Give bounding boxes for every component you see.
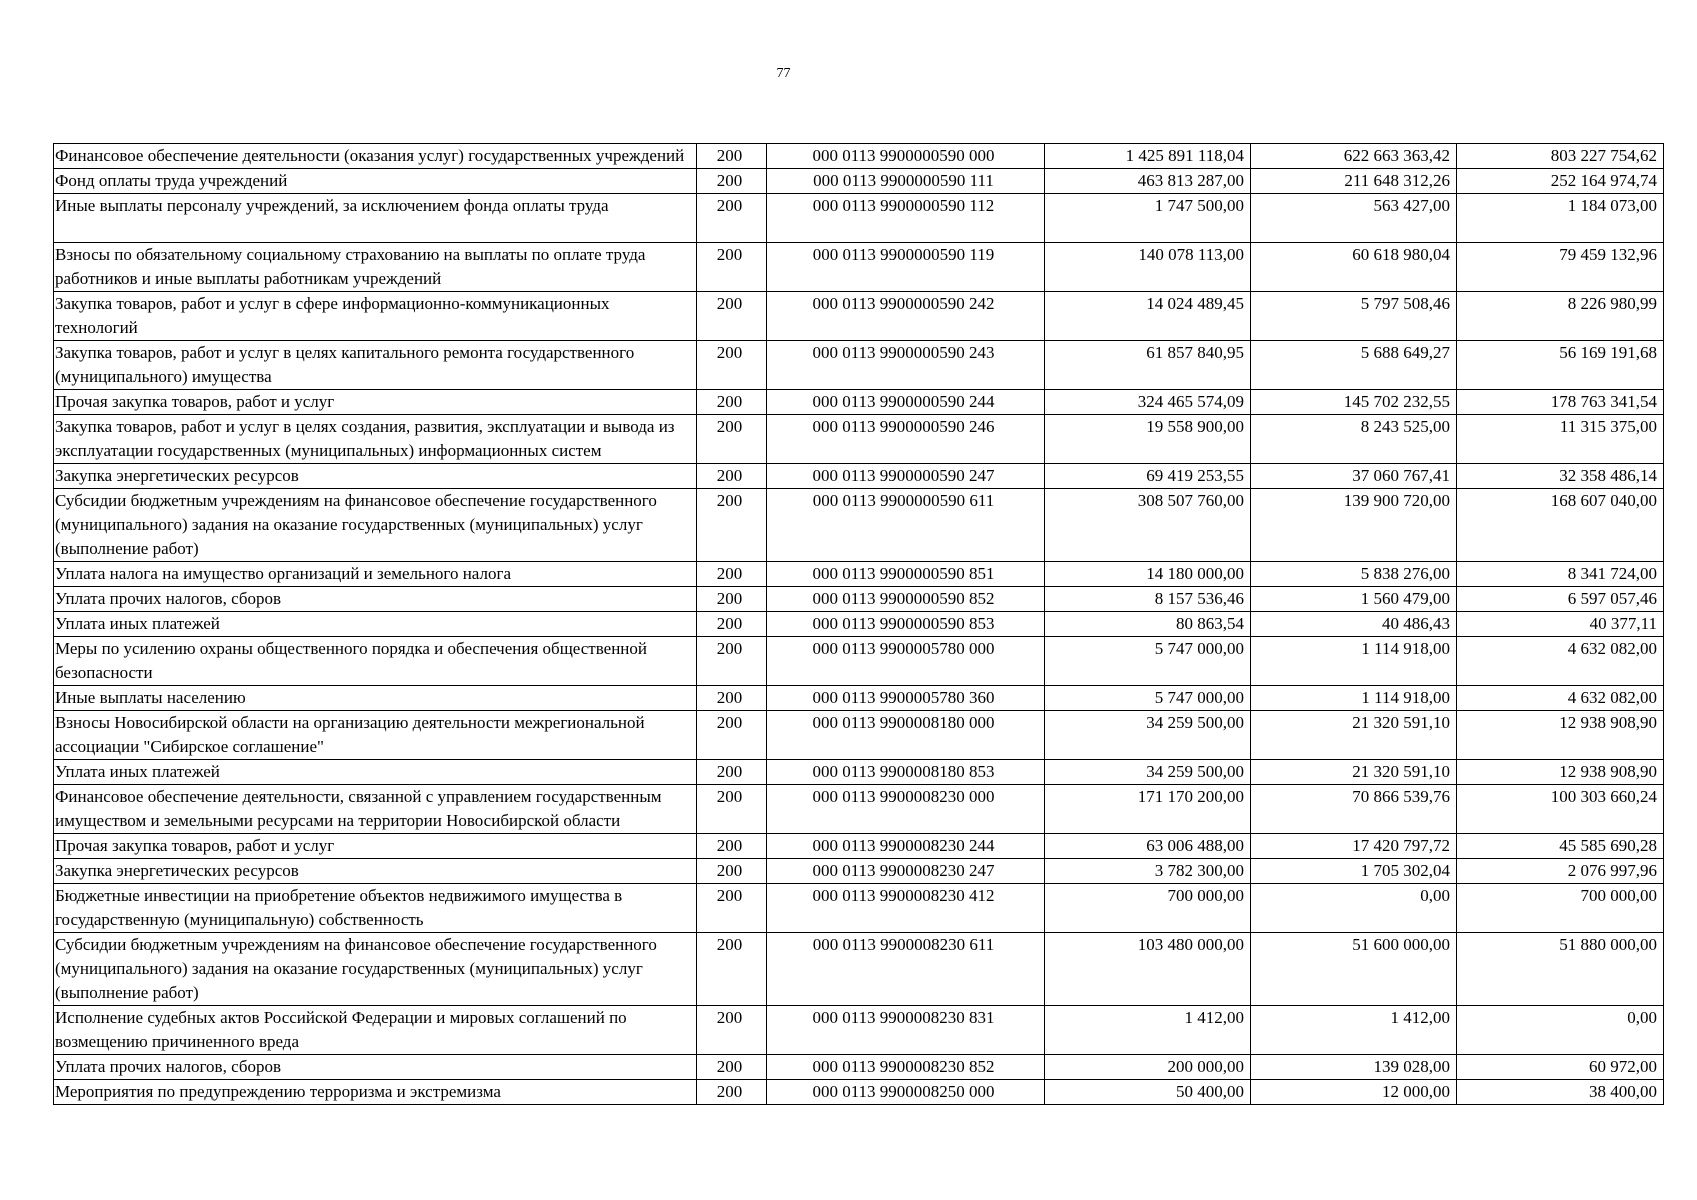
row-name-cell: Уплата прочих налогов, сборов — [54, 587, 697, 612]
table-row — [54, 859, 1664, 884]
table-row — [54, 243, 1664, 292]
row-executed-cell: 21 320 591,10 — [1251, 760, 1457, 785]
row-name-cell: Закупка товаров, работ и услуг в целях капитального ремонта государственного (муниципального) имущества — [54, 341, 697, 390]
table-row — [54, 390, 1664, 415]
row-code-cell: 200 — [697, 243, 767, 292]
row-executed-cell: 211 648 312,26 — [1251, 169, 1457, 194]
row-name-cell: Закупка товаров, работ и услуг в целях создания, развития, эксплуатации и вывода из эксплуатации государственных (муниципальных) информационных систем — [54, 415, 697, 464]
row-kbk-cell: 000 0113 9900008230 831 — [767, 1006, 1045, 1055]
row-code-cell: 200 — [697, 637, 767, 686]
row-approved-cell: 14 024 489,45 — [1045, 292, 1251, 341]
row-kbk-cell: 000 0113 9900005780 360 — [767, 686, 1045, 711]
row-remaining-cell: 178 763 341,54 — [1457, 390, 1664, 415]
row-kbk-cell: 000 0113 9900000590 119 — [767, 243, 1045, 292]
row-name-cell: Финансовое обеспечение деятельности, связанной с управлением государственным имуществом и земельными ресурсами на территории Новосибирской области — [54, 785, 697, 834]
row-remaining-cell: 45 585 690,28 — [1457, 834, 1664, 859]
row-remaining-cell: 8 341 724,00 — [1457, 562, 1664, 587]
row-name-cell: Прочая закупка товаров, работ и услуг — [54, 390, 697, 415]
row-approved-cell: 69 419 253,55 — [1045, 464, 1251, 489]
row-executed-cell: 0,00 — [1251, 884, 1457, 933]
row-code-cell: 200 — [697, 834, 767, 859]
row-kbk-cell: 000 0113 9900008230 247 — [767, 859, 1045, 884]
row-approved-cell: 200 000,00 — [1045, 1055, 1251, 1080]
table-row — [54, 1055, 1664, 1080]
table-row — [54, 785, 1664, 834]
row-remaining-cell: 8 226 980,99 — [1457, 292, 1664, 341]
row-name-cell: Финансовое обеспечение деятельности (оказания услуг) государственных учреждений — [54, 144, 697, 169]
row-kbk-cell: 000 0113 9900008180 853 — [767, 760, 1045, 785]
row-name-cell: Уплата налога на имущество организаций и земельного налога — [54, 562, 697, 587]
row-remaining-cell: 56 169 191,68 — [1457, 341, 1664, 390]
row-executed-cell: 70 866 539,76 — [1251, 785, 1457, 834]
row-code-cell: 200 — [697, 1006, 767, 1055]
row-approved-cell: 5 747 000,00 — [1045, 637, 1251, 686]
row-kbk-cell: 000 0113 9900000590 851 — [767, 562, 1045, 587]
table-row — [54, 464, 1664, 489]
page-number: 77 — [776, 66, 791, 81]
row-executed-cell: 40 486,43 — [1251, 612, 1457, 637]
row-approved-cell: 1 412,00 — [1045, 1006, 1251, 1055]
row-kbk-cell: 000 0113 9900008230 000 — [767, 785, 1045, 834]
row-kbk-cell: 000 0113 9900000590 244 — [767, 390, 1045, 415]
row-approved-cell: 1 425 891 118,04 — [1045, 144, 1251, 169]
row-executed-cell: 1 114 918,00 — [1251, 637, 1457, 686]
table-row — [54, 760, 1664, 785]
row-executed-cell: 12 000,00 — [1251, 1080, 1457, 1105]
row-kbk-cell: 000 0113 9900008230 852 — [767, 1055, 1045, 1080]
row-executed-cell: 5 797 508,46 — [1251, 292, 1457, 341]
row-name-cell: Субсидии бюджетным учреждениям на финансовое обеспечение государственного (муниципального) задания на оказание государственных (муниципальных) услуг (выполнение работ) — [54, 933, 697, 1006]
row-code-cell: 200 — [697, 587, 767, 612]
row-approved-cell: 140 078 113,00 — [1045, 243, 1251, 292]
row-kbk-cell: 000 0113 9900000590 000 — [767, 144, 1045, 169]
row-executed-cell: 1 560 479,00 — [1251, 587, 1457, 612]
row-kbk-cell: 000 0113 9900008230 611 — [767, 933, 1045, 1006]
row-approved-cell: 3 782 300,00 — [1045, 859, 1251, 884]
row-kbk-cell: 000 0113 9900008250 000 — [767, 1080, 1045, 1105]
row-kbk-cell: 000 0113 9900000590 247 — [767, 464, 1045, 489]
row-remaining-cell: 6 597 057,46 — [1457, 587, 1664, 612]
row-remaining-cell: 12 938 908,90 — [1457, 711, 1664, 760]
row-code-cell: 200 — [697, 933, 767, 1006]
row-code-cell: 200 — [697, 859, 767, 884]
row-approved-cell: 19 558 900,00 — [1045, 415, 1251, 464]
row-kbk-cell: 000 0113 9900008230 412 — [767, 884, 1045, 933]
row-code-cell: 200 — [697, 169, 767, 194]
row-approved-cell: 80 863,54 — [1045, 612, 1251, 637]
row-approved-cell: 61 857 840,95 — [1045, 341, 1251, 390]
row-remaining-cell: 40 377,11 — [1457, 612, 1664, 637]
row-code-cell: 200 — [697, 341, 767, 390]
table-row — [54, 711, 1664, 760]
row-executed-cell: 51 600 000,00 — [1251, 933, 1457, 1006]
row-approved-cell: 5 747 000,00 — [1045, 686, 1251, 711]
row-approved-cell: 171 170 200,00 — [1045, 785, 1251, 834]
row-executed-cell: 1 412,00 — [1251, 1006, 1457, 1055]
row-remaining-cell: 2 076 997,96 — [1457, 859, 1664, 884]
row-approved-cell: 463 813 287,00 — [1045, 169, 1251, 194]
row-name-cell: Уплата прочих налогов, сборов — [54, 1055, 697, 1080]
row-remaining-cell: 60 972,00 — [1457, 1055, 1664, 1080]
table-row — [54, 489, 1664, 562]
row-name-cell: Уплата иных платежей — [54, 760, 697, 785]
row-remaining-cell: 32 358 486,14 — [1457, 464, 1664, 489]
row-code-cell: 200 — [697, 612, 767, 637]
table-row — [54, 933, 1664, 1006]
row-remaining-cell: 38 400,00 — [1457, 1080, 1664, 1105]
row-remaining-cell: 700 000,00 — [1457, 884, 1664, 933]
row-approved-cell: 324 465 574,09 — [1045, 390, 1251, 415]
table-row — [54, 144, 1664, 169]
row-kbk-cell: 000 0113 9900000590 852 — [767, 587, 1045, 612]
row-name-cell: Бюджетные инвестиции на приобретение объектов недвижимого имущества в государственную (муниципальную) собственность — [54, 884, 697, 933]
row-executed-cell: 622 663 363,42 — [1251, 144, 1457, 169]
row-name-cell: Закупка товаров, работ и услуг в сфере информационно-коммуникационных технологий — [54, 292, 697, 341]
row-executed-cell: 1 705 302,04 — [1251, 859, 1457, 884]
row-name-cell: Мероприятия по предупреждению терроризма и экстремизма — [54, 1080, 697, 1105]
table-row — [54, 1006, 1664, 1055]
row-code-cell: 200 — [697, 464, 767, 489]
row-executed-cell: 1 114 918,00 — [1251, 686, 1457, 711]
row-code-cell: 200 — [697, 144, 767, 169]
row-code-cell: 200 — [697, 415, 767, 464]
row-approved-cell: 63 006 488,00 — [1045, 834, 1251, 859]
table-row — [54, 562, 1664, 587]
row-name-cell: Закупка энергетических ресурсов — [54, 464, 697, 489]
row-remaining-cell: 252 164 974,74 — [1457, 169, 1664, 194]
row-remaining-cell: 12 938 908,90 — [1457, 760, 1664, 785]
table-row — [54, 686, 1664, 711]
row-code-cell: 200 — [697, 390, 767, 415]
row-kbk-cell: 000 0113 9900000590 242 — [767, 292, 1045, 341]
row-executed-cell: 8 243 525,00 — [1251, 415, 1457, 464]
row-code-cell: 200 — [697, 785, 767, 834]
row-code-cell: 200 — [697, 194, 767, 243]
row-name-cell: Субсидии бюджетным учреждениям на финансовое обеспечение государственного (муниципального) задания на оказание государственных (муниципальных) услуг (выполнение работ) — [54, 489, 697, 562]
row-approved-cell: 50 400,00 — [1045, 1080, 1251, 1105]
row-code-cell: 200 — [697, 292, 767, 341]
row-kbk-cell: 000 0113 9900000590 112 — [767, 194, 1045, 243]
row-remaining-cell: 168 607 040,00 — [1457, 489, 1664, 562]
row-remaining-cell: 79 459 132,96 — [1457, 243, 1664, 292]
row-kbk-cell: 000 0113 9900005780 000 — [767, 637, 1045, 686]
row-name-cell: Уплата иных платежей — [54, 612, 697, 637]
row-executed-cell: 145 702 232,55 — [1251, 390, 1457, 415]
table-row — [54, 834, 1664, 859]
row-approved-cell: 308 507 760,00 — [1045, 489, 1251, 562]
row-executed-cell: 139 028,00 — [1251, 1055, 1457, 1080]
row-executed-cell: 5 838 276,00 — [1251, 562, 1457, 587]
row-remaining-cell: 803 227 754,62 — [1457, 144, 1664, 169]
table-row — [54, 415, 1664, 464]
table-row — [54, 292, 1664, 341]
row-code-cell: 200 — [697, 760, 767, 785]
row-approved-cell: 14 180 000,00 — [1045, 562, 1251, 587]
row-name-cell: Иные выплаты персоналу учреждений, за исключением фонда оплаты труда — [54, 194, 697, 243]
row-name-cell: Взносы по обязательному социальному страхованию на выплаты по оплате труда работников и иные выплаты работникам учреждений — [54, 243, 697, 292]
row-approved-cell: 34 259 500,00 — [1045, 711, 1251, 760]
row-code-cell: 200 — [697, 489, 767, 562]
row-code-cell: 200 — [697, 1055, 767, 1080]
row-executed-cell: 60 618 980,04 — [1251, 243, 1457, 292]
table-row — [54, 194, 1664, 243]
row-executed-cell: 5 688 649,27 — [1251, 341, 1457, 390]
row-approved-cell: 1 747 500,00 — [1045, 194, 1251, 243]
table-row — [54, 341, 1664, 390]
row-name-cell: Исполнение судебных актов Российской Федерации и мировых соглашений по возмещению причиненного вреда — [54, 1006, 697, 1055]
row-kbk-cell: 000 0113 9900000590 611 — [767, 489, 1045, 562]
row-executed-cell: 21 320 591,10 — [1251, 711, 1457, 760]
row-kbk-cell: 000 0113 9900000590 246 — [767, 415, 1045, 464]
row-approved-cell: 700 000,00 — [1045, 884, 1251, 933]
row-executed-cell: 139 900 720,00 — [1251, 489, 1457, 562]
table-body — [54, 144, 1664, 1105]
table-row — [54, 169, 1664, 194]
row-kbk-cell: 000 0113 9900000590 243 — [767, 341, 1045, 390]
table-row — [54, 1080, 1664, 1105]
table-row — [54, 637, 1664, 686]
row-name-cell: Закупка энергетических ресурсов — [54, 859, 697, 884]
row-remaining-cell: 11 315 375,00 — [1457, 415, 1664, 464]
row-executed-cell: 17 420 797,72 — [1251, 834, 1457, 859]
row-kbk-cell: 000 0113 9900000590 111 — [767, 169, 1045, 194]
row-executed-cell: 563 427,00 — [1251, 194, 1457, 243]
row-approved-cell: 8 157 536,46 — [1045, 587, 1251, 612]
table-row — [54, 587, 1664, 612]
row-kbk-cell: 000 0113 9900008230 244 — [767, 834, 1045, 859]
budget-table — [53, 143, 1664, 1105]
row-remaining-cell: 51 880 000,00 — [1457, 933, 1664, 1006]
row-name-cell: Фонд оплаты труда учреждений — [54, 169, 697, 194]
row-code-cell: 200 — [697, 884, 767, 933]
row-executed-cell: 37 060 767,41 — [1251, 464, 1457, 489]
table-row — [54, 612, 1664, 637]
row-code-cell: 200 — [697, 711, 767, 760]
row-name-cell: Иные выплаты населению — [54, 686, 697, 711]
row-remaining-cell: 4 632 082,00 — [1457, 637, 1664, 686]
row-remaining-cell: 1 184 073,00 — [1457, 194, 1664, 243]
row-code-cell: 200 — [697, 562, 767, 587]
row-code-cell: 200 — [697, 1080, 767, 1105]
row-kbk-cell: 000 0113 9900000590 853 — [767, 612, 1045, 637]
row-approved-cell: 103 480 000,00 — [1045, 933, 1251, 1006]
row-kbk-cell: 000 0113 9900008180 000 — [767, 711, 1045, 760]
row-remaining-cell: 100 303 660,24 — [1457, 785, 1664, 834]
row-name-cell: Меры по усилению охраны общественного порядка и обеспечения общественной безопасности — [54, 637, 697, 686]
row-name-cell: Прочая закупка товаров, работ и услуг — [54, 834, 697, 859]
row-approved-cell: 34 259 500,00 — [1045, 760, 1251, 785]
row-remaining-cell: 4 632 082,00 — [1457, 686, 1664, 711]
table-row — [54, 884, 1664, 933]
row-name-cell: Взносы Новосибирской области на организацию деятельности межрегиональной ассоциации "Сибирское соглашение" — [54, 711, 697, 760]
row-remaining-cell: 0,00 — [1457, 1006, 1664, 1055]
row-code-cell: 200 — [697, 686, 767, 711]
